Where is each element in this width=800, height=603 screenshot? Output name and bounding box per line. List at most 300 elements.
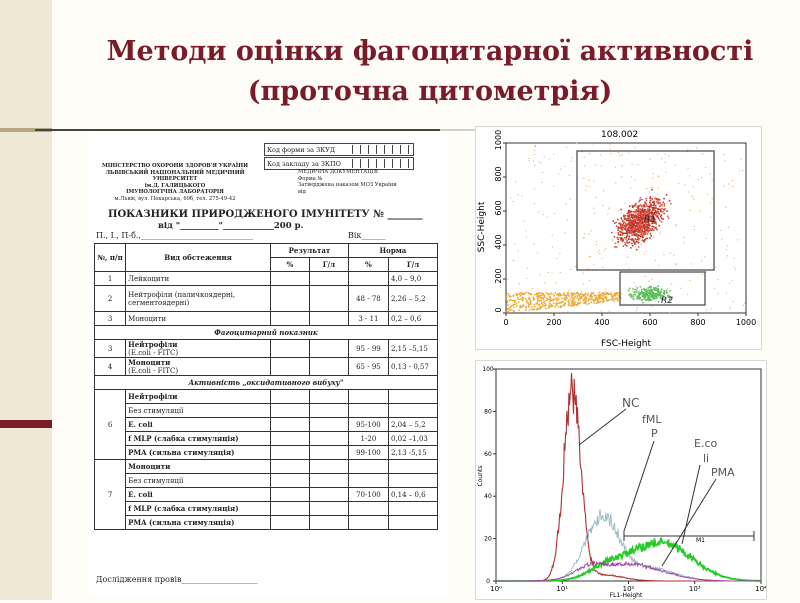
event-dot — [568, 289, 569, 290]
event-dot — [641, 239, 643, 241]
event-dot — [653, 236, 654, 237]
event-dot — [521, 311, 522, 312]
event-dot — [653, 292, 655, 294]
row-name-sub: (E.coli - FITC) — [128, 349, 179, 357]
event-dot — [583, 272, 584, 273]
pib-label: П., І., П-б.,____________________________ — [96, 231, 253, 240]
event-dot — [745, 305, 746, 306]
event-dot — [702, 274, 703, 275]
event-dot — [636, 310, 637, 311]
table-section-row — [95, 326, 438, 340]
event-dot — [536, 296, 538, 298]
event-dot — [678, 183, 679, 184]
event-dot — [687, 294, 688, 295]
event-dot — [669, 200, 671, 202]
event-dot — [705, 167, 706, 168]
row-norm-pct: 3 - 11 — [348, 312, 388, 326]
event-dot — [730, 308, 731, 309]
event-dot — [684, 243, 685, 244]
event-dot — [537, 308, 539, 310]
table-row — [95, 358, 438, 376]
lab-form-document — [88, 135, 448, 597]
event-dot — [639, 219, 641, 221]
event-dot — [643, 298, 645, 300]
event-dot — [739, 170, 740, 171]
event-dot — [620, 229, 622, 231]
title-line-2: (проточна цитометрія) — [247, 76, 613, 107]
event-dot — [599, 292, 601, 294]
event-dot — [607, 214, 608, 215]
event-dot — [544, 283, 545, 284]
event-dot — [596, 241, 597, 242]
event-dot — [654, 227, 656, 229]
event-dot — [650, 286, 652, 288]
event-dot — [690, 263, 691, 264]
event-dot — [553, 293, 555, 295]
event-dot — [650, 233, 652, 235]
event-dot — [516, 295, 518, 297]
x-tick-label: 10³ — [688, 585, 701, 593]
event-dot — [647, 232, 648, 233]
event-dot — [648, 209, 650, 211]
event-dot — [685, 184, 686, 185]
event-dot — [663, 213, 665, 215]
event-dot — [538, 295, 539, 296]
event-dot — [635, 209, 637, 211]
event-dot — [637, 216, 639, 218]
event-dot — [743, 305, 744, 306]
meddoc-line: Форма № — [298, 175, 323, 182]
event-dot — [569, 298, 571, 300]
x-tick-label: 1000 — [735, 318, 757, 327]
event-dot — [509, 299, 511, 301]
event-dot — [651, 198, 653, 200]
event-dot — [534, 154, 535, 155]
row-name-bold: Моноцити — [128, 358, 171, 367]
event-dot — [570, 198, 571, 199]
event-dot — [725, 160, 726, 161]
event-dot — [591, 296, 593, 298]
table-row — [95, 460, 438, 474]
event-dot — [628, 222, 630, 224]
event-dot — [658, 218, 660, 220]
event-dot — [516, 305, 518, 307]
event-dot — [659, 205, 661, 207]
title-rule — [35, 129, 475, 131]
event-dot — [517, 250, 518, 251]
y-tick-label: 100 — [482, 366, 494, 373]
event-dot — [651, 189, 653, 191]
event-dot — [619, 306, 620, 307]
event-dot — [528, 306, 530, 308]
row-norm-pct — [348, 516, 388, 530]
label-fmlp-1: fML — [642, 413, 662, 426]
event-dot — [651, 187, 652, 188]
event-dot — [518, 301, 520, 303]
event-dot — [625, 219, 627, 221]
event-dot — [649, 201, 651, 203]
event-dot — [615, 242, 617, 244]
event-dot — [693, 199, 694, 200]
event-dot — [706, 309, 707, 310]
marker-m1-label: M1 — [696, 537, 705, 544]
event-dot — [540, 300, 542, 302]
event-dot — [598, 294, 600, 296]
event-dot — [666, 292, 668, 294]
event-dot — [721, 239, 722, 240]
event-dot — [632, 296, 634, 298]
event-dot — [626, 235, 628, 237]
event-dot — [632, 211, 634, 213]
event-dot — [622, 239, 624, 241]
event-dot — [616, 246, 618, 248]
meddoc-line: від — [298, 188, 306, 195]
event-dot — [530, 294, 532, 296]
event-dot — [633, 214, 635, 216]
label-pma: PMA — [711, 466, 735, 479]
event-dot — [558, 298, 560, 300]
event-dot — [563, 292, 565, 294]
event-dot — [649, 237, 651, 239]
event-dot — [687, 149, 688, 150]
event-dot — [650, 159, 651, 160]
event-dot — [670, 203, 672, 205]
event-dot — [690, 210, 691, 211]
table-row — [95, 432, 438, 446]
event-dot — [638, 205, 640, 207]
event-dot — [571, 161, 572, 162]
event-dot — [636, 229, 638, 231]
event-dot — [506, 296, 508, 298]
ministry-line: м.Львів, вул. Пекарська, 69б, тел. 275-49-42 — [114, 195, 236, 202]
event-dot — [638, 201, 640, 203]
event-dot — [667, 215, 669, 217]
event-dot — [628, 211, 630, 213]
event-dot — [637, 242, 639, 244]
event-dot — [615, 182, 616, 183]
event-dot — [630, 227, 632, 229]
x-tick-label: 10¹ — [556, 585, 569, 593]
event-dot — [710, 202, 711, 203]
form-codes — [264, 143, 414, 171]
event-dot — [578, 299, 580, 301]
event-dot — [673, 255, 674, 256]
event-dot — [660, 214, 662, 216]
event-dot — [654, 198, 656, 200]
event-dot — [661, 288, 663, 290]
event-dot — [641, 289, 643, 291]
event-dot — [533, 243, 534, 244]
event-dot — [675, 224, 676, 225]
event-dot — [537, 253, 538, 254]
row-norm-pct — [348, 502, 388, 516]
event-dot — [600, 294, 602, 296]
event-dot — [647, 295, 649, 297]
event-dot — [631, 243, 633, 245]
event-dot — [635, 211, 637, 213]
event-dot — [657, 296, 658, 297]
event-dot — [727, 245, 728, 246]
event-dot — [651, 228, 653, 230]
y-tick-label: 1000 — [494, 129, 503, 151]
event-dot — [587, 293, 589, 295]
event-dot — [587, 268, 588, 269]
event-dot — [629, 288, 631, 290]
event-dot — [560, 294, 562, 296]
row-norm-gl: 2,15 –5,15 — [388, 340, 437, 358]
event-dot — [646, 293, 648, 295]
event-dot — [664, 162, 665, 163]
event-dot — [667, 288, 668, 289]
event-dot — [538, 304, 540, 306]
event-dot — [542, 298, 544, 300]
row-num: 3 — [95, 340, 126, 358]
event-dot — [628, 153, 629, 154]
event-dot — [653, 204, 655, 206]
section-phago: Фагоцитарний показник — [95, 326, 438, 340]
event-dot — [574, 296, 576, 298]
event-dot — [526, 302, 528, 304]
event-dot — [646, 205, 648, 207]
event-dot — [621, 166, 622, 167]
event-dot — [546, 292, 547, 293]
event-dot — [631, 239, 633, 241]
event-dot — [594, 213, 595, 214]
event-dot — [643, 204, 645, 206]
row-num: 2 — [95, 286, 126, 312]
row-norm-pct: 70-100 — [348, 488, 388, 502]
y-tick-label: 0 — [494, 307, 503, 313]
event-dot — [531, 306, 533, 308]
hist-xlabel: FL1-Height — [609, 592, 643, 599]
x-tick-label: 800 — [690, 318, 706, 327]
event-dot — [541, 306, 543, 308]
y-tick-label: 200 — [494, 268, 503, 284]
label-fmlp-2: P — [651, 427, 658, 440]
event-dot — [624, 225, 626, 227]
event-dot — [615, 167, 616, 168]
event-dot — [705, 238, 706, 239]
event-dot — [564, 302, 566, 304]
event-dot — [631, 232, 633, 234]
y-tick-label: 20 — [484, 535, 492, 543]
event-dot — [614, 246, 616, 248]
event-dot — [637, 237, 639, 239]
event-dot — [599, 250, 600, 251]
y-tick-label: 40 — [484, 493, 492, 501]
event-dot — [614, 236, 616, 238]
event-dot — [712, 179, 713, 180]
event-dot — [513, 294, 515, 296]
event-dot — [657, 203, 659, 205]
event-dot — [649, 197, 651, 199]
event-dot — [572, 294, 574, 296]
event-dot — [543, 301, 545, 303]
event-dot — [583, 238, 584, 239]
event-dot — [641, 199, 643, 201]
row-name: f MLP (слабка стимуляція) — [126, 502, 271, 516]
group-head: Нейтрофіли — [126, 390, 271, 404]
event-dot — [638, 295, 640, 297]
y-tick-label: 80 — [484, 408, 492, 416]
event-dot — [636, 225, 638, 227]
event-dot — [573, 297, 575, 299]
scatter-file-label: 108.002 — [601, 130, 639, 140]
event-dot — [638, 214, 640, 216]
event-dot — [617, 229, 619, 231]
event-dot — [625, 238, 627, 240]
col-norm: Норма — [348, 244, 437, 258]
event-dot — [534, 306, 536, 308]
event-dot — [734, 258, 735, 259]
event-dot — [644, 227, 646, 229]
ministry-line: ім.Д. ГАЛИЦЬКОГО — [144, 182, 206, 189]
table-row — [95, 446, 438, 460]
event-dot — [655, 296, 657, 298]
event-dot — [631, 164, 632, 165]
event-dot — [610, 293, 612, 295]
event-dot — [568, 300, 570, 302]
event-dot — [526, 291, 527, 292]
event-dot — [612, 297, 614, 299]
event-dot — [579, 296, 581, 298]
event-dot — [580, 296, 582, 298]
row-norm-pct: 95-100 — [348, 418, 388, 432]
event-dot — [627, 257, 628, 258]
event-dot — [620, 209, 622, 211]
event-dot — [554, 292, 556, 294]
row-norm-gl: 0,2 – 0,6 — [388, 312, 437, 326]
event-dot — [742, 170, 743, 171]
event-dot — [539, 274, 540, 275]
event-dot — [653, 209, 655, 211]
event-dot — [602, 292, 604, 294]
event-dot — [613, 300, 615, 302]
event-dot — [651, 306, 652, 307]
label-ecoli-1: E.co — [694, 437, 718, 450]
event-dot — [725, 249, 726, 250]
row-num: 4 — [95, 358, 126, 376]
event-dot — [647, 233, 649, 235]
event-dot — [534, 304, 536, 306]
event-dot — [508, 310, 510, 312]
event-dot — [624, 244, 626, 246]
event-dot — [732, 186, 733, 187]
event-dot — [537, 298, 539, 300]
event-dot — [657, 194, 658, 195]
event-dot — [627, 213, 629, 215]
event-dot — [644, 276, 645, 277]
event-dot — [608, 207, 609, 208]
event-dot — [518, 309, 520, 311]
event-dot — [541, 163, 542, 164]
row-norm-pct: 48 - 78 — [348, 286, 388, 312]
event-dot — [637, 235, 639, 237]
event-dot — [606, 289, 607, 290]
event-dot — [641, 209, 643, 211]
event-dot — [639, 199, 641, 201]
event-dot — [641, 244, 642, 245]
event-dot — [720, 230, 721, 231]
event-dot — [621, 234, 623, 236]
table-section-row — [95, 376, 438, 390]
table-row — [95, 404, 438, 418]
event-dot — [656, 288, 658, 290]
event-dot — [507, 293, 509, 295]
event-dot — [636, 287, 638, 289]
event-dot — [566, 147, 567, 148]
event-dot — [630, 214, 632, 216]
row-norm-pct — [348, 404, 388, 418]
event-dot — [569, 175, 570, 176]
event-dot — [641, 228, 642, 229]
row-name: Без стимуляції — [126, 404, 271, 418]
event-dot — [629, 268, 630, 269]
event-dot — [622, 223, 624, 225]
event-dot — [529, 160, 530, 161]
event-dot — [644, 253, 645, 254]
event-dot — [625, 222, 626, 223]
event-dot — [597, 298, 599, 300]
event-dot — [632, 245, 634, 247]
document-date: від "_________"____________200 р. — [158, 221, 304, 231]
event-dot — [612, 220, 614, 222]
ministry-header — [100, 163, 250, 202]
event-dot — [521, 297, 523, 299]
event-dot — [616, 225, 618, 227]
event-dot — [589, 153, 590, 154]
event-dot — [652, 201, 654, 203]
event-dot — [655, 260, 656, 261]
event-dot — [513, 306, 515, 308]
event-dot — [625, 263, 626, 264]
row-name: PMA (сильна стимуляція) — [126, 446, 271, 460]
event-dot — [593, 180, 594, 181]
event-dot — [692, 196, 693, 197]
meddoc-line: Затверджена наказом МОЗ України — [298, 182, 397, 188]
document-title: ПОКАЗНИКИ ПРИРОДЖЕНОГО ІМУНІТЕТУ № _______ — [108, 209, 423, 220]
event-dot — [586, 186, 587, 187]
event-dot — [605, 248, 606, 249]
event-dot — [621, 212, 622, 213]
event-dot — [658, 225, 660, 227]
event-dot — [585, 303, 587, 305]
event-dot — [576, 297, 578, 299]
event-dot — [555, 282, 556, 283]
event-dot — [644, 289, 646, 291]
row-name: f MLP (слабка стимуляція) — [126, 432, 271, 446]
event-dot — [563, 305, 565, 307]
event-dot — [660, 216, 662, 218]
event-dot — [518, 298, 520, 300]
event-dot — [631, 220, 633, 222]
event-dot — [689, 280, 690, 281]
event-dot — [717, 293, 718, 294]
event-dot — [657, 285, 659, 287]
event-dot — [609, 144, 610, 145]
event-dot — [627, 215, 629, 217]
event-dot — [570, 269, 571, 270]
event-dot — [663, 198, 665, 200]
event-dot — [632, 290, 633, 291]
event-dot — [646, 188, 647, 189]
event-dot — [513, 299, 515, 301]
event-dot — [528, 158, 529, 159]
event-dot — [737, 239, 738, 240]
event-dot — [582, 300, 584, 302]
event-dot — [666, 210, 668, 212]
event-dot — [584, 233, 585, 234]
